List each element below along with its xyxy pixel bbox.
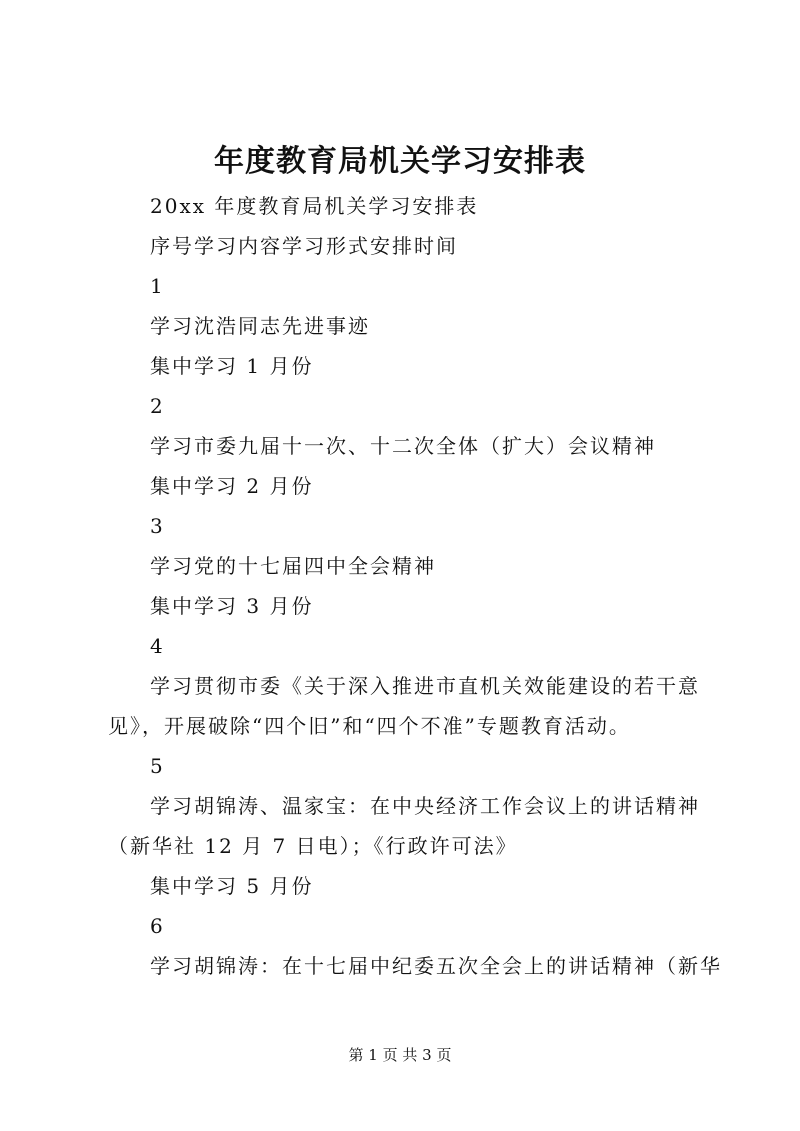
item-content: 学习党的十七届四中全会精神 xyxy=(150,554,436,578)
item-schedule: 集中学习 1 月份 xyxy=(150,354,314,378)
paragraph: 20xx 年度教育局机关学习安排表 xyxy=(150,194,479,218)
item-schedule: 集中学习 3 月份 xyxy=(150,594,314,618)
item-content: 学习贯彻市委《关于深入推进市直机关效能建设的若干意见》，开展破除“四个旧”和“四个不准”专题教育活动。 xyxy=(108,674,700,738)
item-number: 4 xyxy=(150,634,165,658)
item-number: 6 xyxy=(150,914,165,938)
item-schedule: 集中学习 2 月份 xyxy=(150,474,314,498)
document-title: 年度教育局机关学习安排表 xyxy=(214,144,586,179)
item-number: 3 xyxy=(150,514,165,538)
document-body xyxy=(108,186,722,986)
item-number: 2 xyxy=(150,394,165,418)
item-content: 学习胡锦涛、温家宝：在中央经济工作会议上的讲话精神（新华社 12 月 7 日电）；《行政许可法》 xyxy=(108,794,700,858)
item-content: 学习沈浩同志先进事迹 xyxy=(150,314,370,338)
item-content: 学习胡锦涛：在十七届中纪委五次全会上的讲话精神（新华 xyxy=(150,954,722,978)
paragraph: 序号学习内容学习形式安排时间 xyxy=(150,234,458,258)
item-number: 5 xyxy=(150,754,165,778)
page-footer: 第 1 页 共 3 页 xyxy=(348,1046,452,1064)
item-number: 1 xyxy=(150,274,165,298)
item-schedule: 集中学习 5 月份 xyxy=(150,874,314,898)
item-content: 学习市委九届十一次、十二次全体（扩大）会议精神 xyxy=(150,434,656,458)
